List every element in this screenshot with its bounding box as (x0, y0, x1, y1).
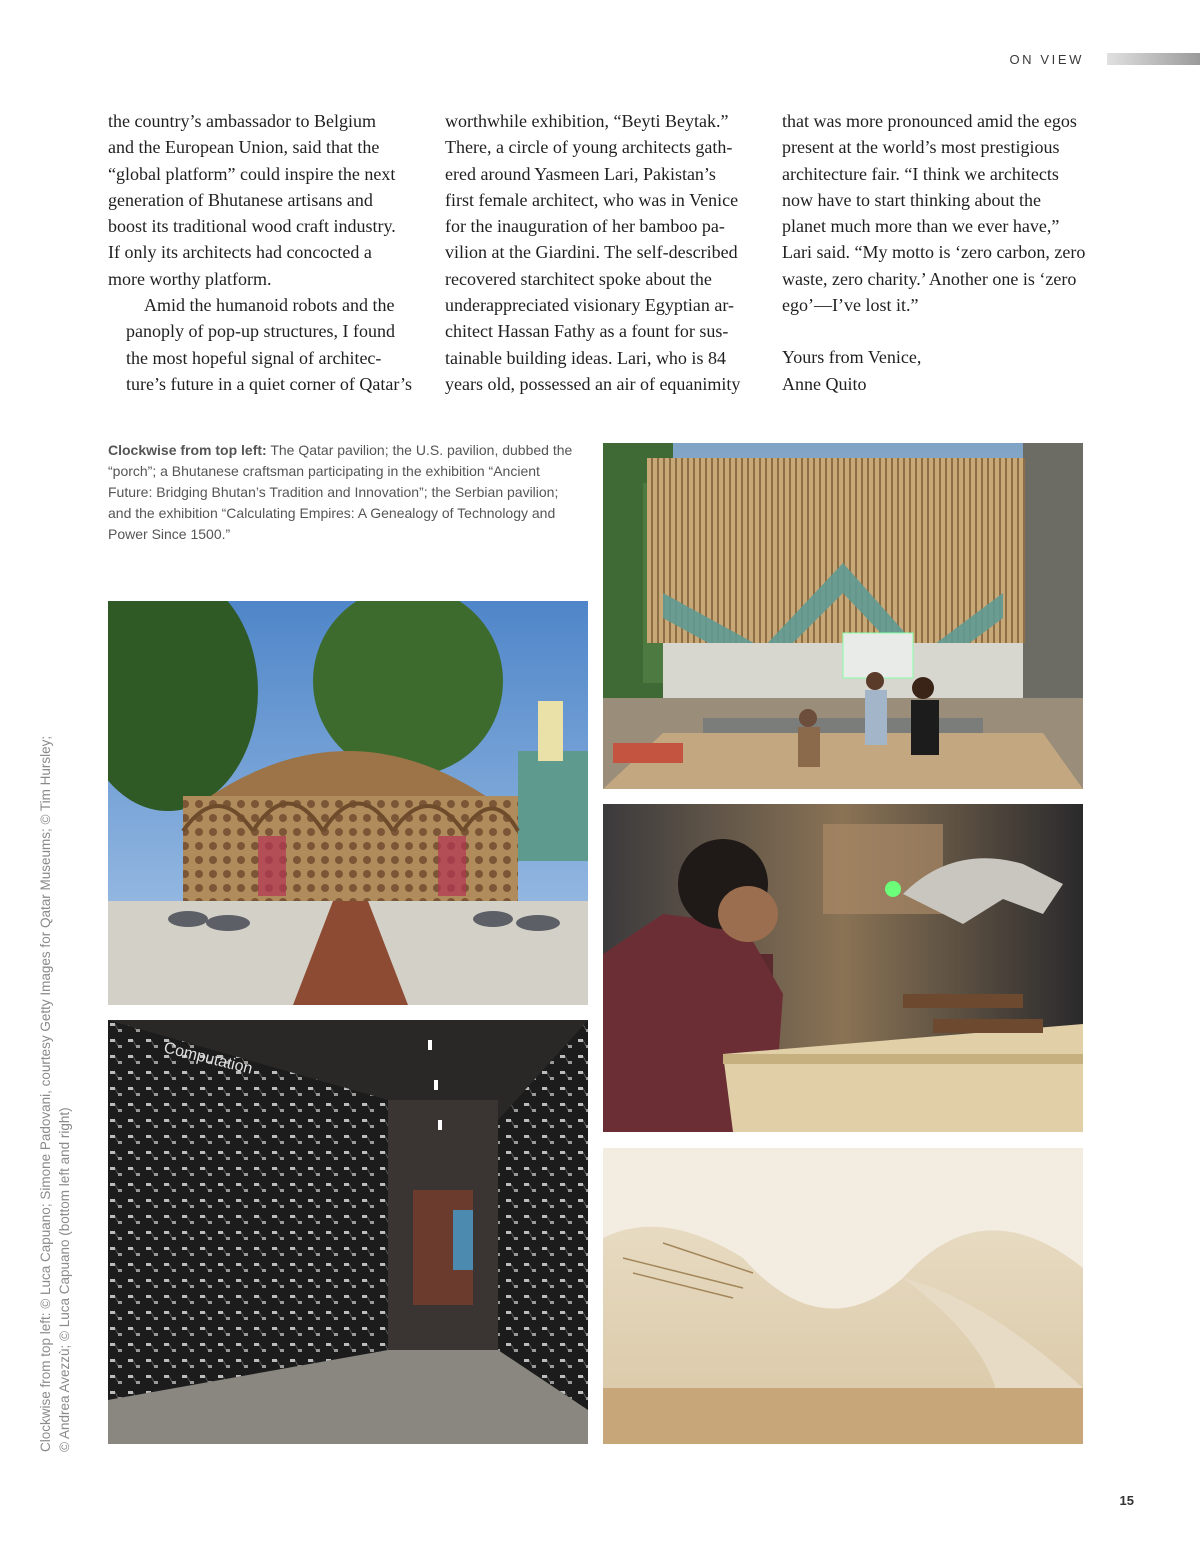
article-column-3 (782, 108, 1086, 397)
text-line: ture’s future in a quiet corner of Qatar’s (126, 373, 413, 394)
text-line: panoply of pop-up structures, I found (126, 321, 395, 342)
text-line: “global platform” could inspire the next (108, 163, 396, 184)
text-line: There, a circle of young architects gath- (445, 137, 733, 158)
text-line: underappreciated visionary Egyptian ar- (445, 295, 735, 316)
text-line: generation of Bhutanese artisans and (108, 189, 373, 210)
photo-qatar-pavilion (108, 601, 588, 1005)
text-line: first female architect, who was in Venice (445, 189, 739, 210)
text-line: boost its traditional wood craft industry. (108, 216, 396, 237)
section-label: ON VIEW (1009, 52, 1084, 67)
photo-caption (108, 440, 578, 545)
text-line: ered around Yasmeen Lari, Pakistan’s (445, 163, 716, 184)
page-number: 15 (1119, 1493, 1134, 1508)
article-column-1 (108, 108, 412, 397)
caption-text: The Qatar pavilion; the U.S. pavilion, dubbed the “porch”; a Bhutanese craftsman participating in the exhibition “Ancient Future: Bridging Bhutan’s Tradition and Innovation”; the Serbian pavilion; and the exhibition “Calculating Empires: A Genealogy of Technology and Power Since 1500.” (108, 442, 573, 542)
credit-line: © Andrea Avezzù; © Luca Capuano (bottom left and right) (57, 1107, 72, 1452)
text-line: tainable building ideas. Lari, who is 84 (445, 347, 726, 368)
signoff-line: Yours from Venice, (782, 347, 922, 368)
text-line: and the European Union, said that the (108, 137, 380, 158)
text-line: Lari said. “My motto is ‘zero carbon, zero (782, 242, 1086, 263)
text-line: waste, zero charity.’ Another one is ‘zero (782, 268, 1077, 289)
text-line: architecture fair. “I think we architects (782, 163, 1059, 184)
credit-line: Clockwise from top left: © Luca Capuano; Simone Padovani, courtesy Getty Images for Qatar Museums; © Tim Hursley; (38, 735, 53, 1452)
photo-bhutanese-craftsman (603, 804, 1083, 1132)
photo-credit (36, 652, 74, 1452)
text-line: worthwhile exhibition, “Beyti Beytak.” (445, 111, 729, 131)
photo-us-pavilion (603, 443, 1083, 789)
section-bar (1107, 53, 1200, 65)
text-line: years old, possessed an air of equanimity (445, 373, 741, 394)
caption-lead: Clockwise from top left: (108, 442, 267, 458)
text-line: If only its architects had concocted a (108, 242, 372, 263)
text-line: the country’s ambassador to Belgium (108, 111, 376, 131)
text-line: Amid the humanoid robots and the (144, 295, 395, 316)
text-line: that was more pronounced amid the egos (782, 111, 1077, 131)
photo-serbian-pavilion (603, 1148, 1083, 1444)
text-line: vilion at the Giardini. The self-described (445, 242, 738, 263)
text-line: the most hopeful signal of architec- (126, 347, 382, 368)
text-line: planet much more than we ever have,” (782, 216, 1060, 237)
text-line: more worthy platform. (108, 268, 272, 289)
photo-calculating-empires (108, 1020, 588, 1444)
text-line: now have to start thinking about the (782, 189, 1041, 210)
text-line: for the inauguration of her bamboo pa- (445, 216, 725, 237)
text-line: ego’—I’ve lost it.” (782, 295, 919, 316)
text-line: chitect Hassan Fathy as a fount for sus- (445, 321, 729, 342)
text-line: recovered starchitect spoke about the (445, 268, 712, 289)
author-name: Anne Quito (782, 373, 867, 394)
article-column-2 (445, 108, 749, 397)
calc-empires-sign: Computation (162, 1039, 255, 1078)
text-line: present at the world’s most prestigious (782, 137, 1060, 158)
